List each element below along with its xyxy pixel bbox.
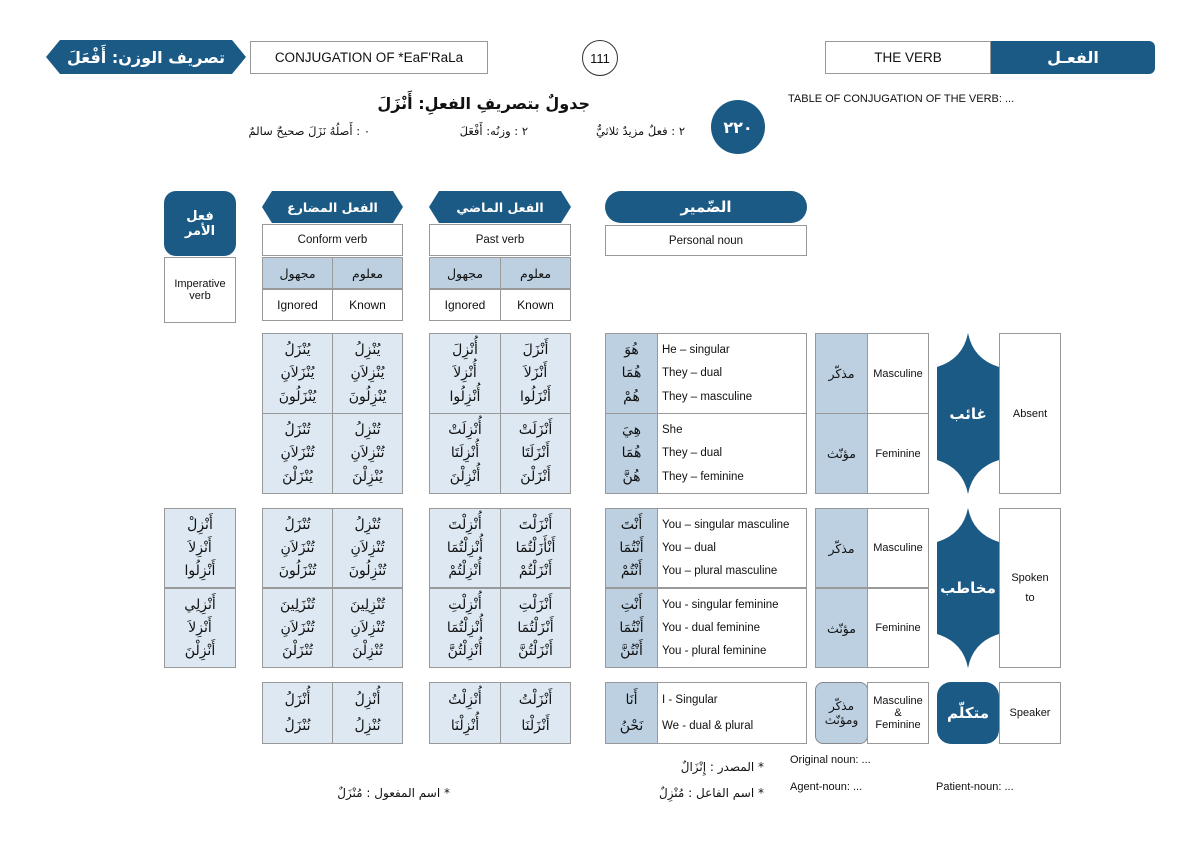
cell-line: You - plural feminine <box>662 645 767 658</box>
masc-en-absent: Masculine <box>867 333 929 414</box>
past-known-en: Known <box>500 289 571 321</box>
the-verb-label: THE VERB <box>825 41 991 74</box>
present-known-cell <box>332 588 403 668</box>
present-known-ar: معلوم <box>332 257 403 289</box>
present-known-cell <box>332 413 403 494</box>
speaker-label: Speaker <box>999 682 1061 744</box>
pronoun-header: الضّمير <box>605 191 807 223</box>
past-known-cell <box>500 588 571 668</box>
past-header <box>429 191 571 223</box>
cell-line: You – singular masculine <box>662 518 790 531</box>
cell-line: نَحْنُ <box>619 718 644 734</box>
imperative-header-line1: فعل <box>186 208 214 224</box>
present-ignored-cell <box>262 333 333 414</box>
cell-line: أُنْزِلُوا <box>449 389 481 406</box>
cell-line: تُنْزَلاَنِ <box>280 445 315 462</box>
cell-line: يُنْزَلُونَ <box>278 389 317 406</box>
cell-line: They – dual <box>662 447 723 460</box>
spoken-badge <box>937 508 999 668</box>
past-ignored-cell <box>429 588 501 668</box>
cell-line: أَنَا <box>625 692 638 708</box>
past-known-cell <box>500 508 571 588</box>
cell-line: تُنْزَلُ <box>284 421 311 438</box>
cell-line: أَنْتُمْ <box>620 563 643 580</box>
both-en-speaker <box>867 682 929 744</box>
present-ignored-cell <box>262 682 333 744</box>
pronoun-english-cell <box>657 333 807 414</box>
cell-line: أُنْزِلَ <box>452 341 478 358</box>
pronoun-cell <box>605 588 658 668</box>
present-header-text: الفعل المضارع <box>287 199 378 215</box>
cell-line: They – feminine <box>662 471 744 484</box>
past-ignored-en: Ignored <box>429 289 501 321</box>
pronoun-english-cell <box>657 413 807 494</box>
cell-line: تُنْزِلاَنِ <box>350 539 385 556</box>
cell-line: تُنْزِلِينَ <box>350 596 385 613</box>
past-ignored-cell <box>429 333 501 414</box>
spoken-label-line1: Spoken <box>1011 572 1049 584</box>
pronoun-english-cell <box>657 682 807 744</box>
past-known-ar: معلوم <box>500 257 571 289</box>
masdar-note: * المصدر : إِنْزَالٌ <box>680 760 764 774</box>
cell-line: تُنْزِلُ <box>354 421 381 438</box>
cell-line: أُنْزِلْتِ <box>448 596 482 613</box>
cell-line: أَنْزَلَتْ <box>518 421 553 438</box>
cell-line: أُنْزِلْتَ <box>448 516 482 533</box>
cell-line: We - dual & plural <box>662 720 754 732</box>
masc-en-spoken: Masculine <box>867 508 929 588</box>
present-ignored-cell <box>262 508 333 588</box>
cell-line: أَنْزَلْتُمْ <box>518 563 553 580</box>
note-3: ٠ : أَصلُهُ نَزَلَ صحيحٌ سالمٌ <box>248 124 370 138</box>
cell-line: أَنْزَلْتَ <box>518 516 553 533</box>
cell-line: They – dual <box>662 367 723 380</box>
pronoun-cell <box>605 413 658 494</box>
note-2: ٢ : وزنُه: أَفْعَلَ <box>459 124 528 138</box>
cell-line: تُنْزَلْنَ <box>282 643 313 660</box>
both-en-line3: Feminine <box>875 719 921 731</box>
patient-noun-label: Patient-noun: ... <box>936 781 1014 793</box>
cell-line: هُنَّ <box>622 469 641 486</box>
past-ignored-cell <box>429 508 501 588</box>
cell-line: أُنْزِلْتُنَّ <box>447 643 483 660</box>
note-1: ٢ : فعلٌ مزيدٌ ثلاثيٌّ <box>595 124 685 138</box>
patient-note: * اسم المفعول : مُنْزَلٌ <box>337 786 450 800</box>
cell-line: You - dual feminine <box>662 621 761 634</box>
cell-line: تُنْزِلاَنِ <box>350 619 385 636</box>
cell-line: أُنْزِلاَ <box>453 365 477 382</box>
present-known-cell <box>332 682 403 744</box>
cell-line: تُنْزِلاَنِ <box>350 445 385 462</box>
cell-line: أُنْزِلْتُمْ <box>448 563 482 580</box>
imperative-header-en: Imperative verb <box>164 257 236 323</box>
cell-line: هِيَ <box>621 421 642 438</box>
fem-ar-spoken: مؤنّث <box>815 588 868 668</box>
cell-line: أُنْزَلُ <box>284 692 311 708</box>
cell-line: يُنْزِلْنَ <box>352 469 383 486</box>
cell-line: يُنْزِلاَنِ <box>350 365 385 382</box>
cell-line: أَنْزَلْنَ <box>520 469 551 486</box>
cell-line: He – singular <box>662 343 730 356</box>
fem-en-absent: Feminine <box>867 413 929 494</box>
cell-line: أَنْزِلاَ <box>188 539 212 556</box>
cell-line: يُنْزَلْنَ <box>282 469 313 486</box>
both-ar-line1: مذكّر <box>828 699 855 713</box>
past-ignored-cell <box>429 413 501 494</box>
spoken-label-line2: to <box>1025 592 1035 604</box>
cell-line: هُمْ <box>623 389 640 406</box>
absent-label: Absent <box>999 333 1061 494</box>
cell-line: They – masculine <box>662 391 753 404</box>
cell-line: أُنْزِلْتُ <box>448 692 482 708</box>
past-ignored-ar: مجهول <box>429 257 501 289</box>
cell-line: You – plural masculine <box>662 565 778 578</box>
table-title-arabic: جدولٌ بتصريفِ الفعلِ: أَنْزَلَ <box>377 94 590 113</box>
cell-line: I - Singular <box>662 694 718 706</box>
present-ignored-cell <box>262 413 333 494</box>
cell-line: أُنْزِلَتَا <box>450 445 480 462</box>
cell-line: تُنْزَلِينَ <box>280 596 315 613</box>
masc-ar-spoken: مذكّر <box>815 508 868 588</box>
cell-line: أُنْزِلْنَا <box>450 718 480 734</box>
past-header-text: الفعل الماضي <box>456 199 544 215</box>
cell-line: أَنْزَلَتَا <box>521 445 550 462</box>
page-number: 111 <box>582 40 618 76</box>
pronoun-english-cell <box>657 588 807 668</box>
cell-line: أَنْزِلِي <box>184 596 216 613</box>
cell-line: يُنْزِلُونَ <box>348 389 387 406</box>
past-known-cell <box>500 682 571 744</box>
cell-line: نُنْزَلُ <box>284 718 311 734</box>
cell-line: أَنْتُنَّ <box>620 643 643 660</box>
both-ar-speaker <box>815 682 868 744</box>
cell-line: تُنْزَلاَنِ <box>280 539 315 556</box>
pronoun-header-en: Personal noun <box>605 225 807 256</box>
cell-line: هُوَ <box>624 341 639 358</box>
cell-line: أَنْتُمَا <box>619 619 644 636</box>
spoken-label <box>999 508 1061 668</box>
cell-line: أَنْتِ <box>620 596 643 613</box>
cell-line: أَنْزَلْتِ <box>518 596 553 613</box>
cell-line: أَنْزَلاَ <box>523 365 548 382</box>
table-title-english: TABLE OF CONJUGATION OF THE VERB: ... <box>788 93 1015 105</box>
speaker-badge: متكلّم <box>937 682 999 744</box>
imperative-header-line2: الأمر <box>184 223 216 239</box>
imperative-cell <box>164 588 236 668</box>
masc-ar-absent: مذكّر <box>815 333 868 414</box>
cell-line: تُنْزَلُونَ <box>278 563 317 580</box>
cell-line: أُنْزِلْتُمَا <box>446 619 484 636</box>
past-header-en: Past verb <box>429 224 571 256</box>
cell-line: أَنْأَزَلْتُمَا <box>515 539 556 556</box>
spoken-badge-text: مخاطب <box>940 579 996 597</box>
present-ignored-en: Ignored <box>262 289 333 321</box>
cell-line: يُنْزِلُ <box>354 341 381 358</box>
present-known-cell <box>332 508 403 588</box>
fem-ar-absent: مؤنّث <box>815 413 868 494</box>
cell-line: أُنْزِلَتْ <box>448 421 482 438</box>
pronoun-cell <box>605 508 658 588</box>
pronoun-cell <box>605 682 658 744</box>
cell-line: You - singular feminine <box>662 598 779 611</box>
pronoun-cell <box>605 333 658 414</box>
agent-note: * اسم الفاعل : مُنْزِلٌ <box>658 786 764 800</box>
cell-line: تُنْزَلُ <box>284 516 311 533</box>
cell-line: تُنْزِلُ <box>354 516 381 533</box>
table-number-badge: ٢٢٠ <box>711 100 765 154</box>
agent-noun-label: Agent-noun: ... <box>790 781 863 793</box>
cell-line: يُنْزَلاَنِ <box>280 365 315 382</box>
cell-line: أَنْتُمَا <box>619 539 644 556</box>
present-ignored-cell <box>262 588 333 668</box>
pronoun-english-cell <box>657 508 807 588</box>
cell-line: أَنْزَلْتُ <box>518 692 553 708</box>
present-ignored-ar: مجهول <box>262 257 333 289</box>
cell-line: أَنْزَلَ <box>522 341 549 358</box>
both-ar-line2: ومؤنّث <box>824 713 859 727</box>
right-banner: الفعـل <box>991 41 1155 74</box>
cell-line: أُنْزِلُ <box>354 692 381 708</box>
cell-line: أَنْزَلْنَا <box>521 718 550 734</box>
both-en-line1: Masculine <box>873 695 923 707</box>
cell-line: أَنْزَلْتُمَا <box>517 619 554 636</box>
present-known-en: Known <box>332 289 403 321</box>
cell-line: هُمَا <box>621 445 642 462</box>
cell-line: هُمَا <box>621 365 642 382</box>
left-banner-text: تصريف الوزن: أَفْعَلَ <box>67 47 225 67</box>
cell-line: يُنْزَلُ <box>284 341 311 358</box>
cell-line: You – dual <box>662 541 716 554</box>
cell-line: أُنْزِلْنَ <box>449 469 481 486</box>
absent-badge-text: غائب <box>949 404 987 423</box>
cell-line: تُنْزَلاَنِ <box>280 619 315 636</box>
present-header <box>262 191 403 223</box>
cell-line: نُنْزِلُ <box>354 718 381 734</box>
cell-line: أَنْزِلْنَ <box>184 643 216 660</box>
cell-line: أَنْزِلُوا <box>184 563 216 580</box>
left-banner <box>46 40 246 74</box>
past-ignored-cell <box>429 682 501 744</box>
cell-line: أَنْزَلُوا <box>520 389 551 406</box>
cell-line: أَنْزَلْتُنَّ <box>518 643 553 660</box>
original-noun-label: Original noun: ... <box>790 754 871 766</box>
past-known-cell <box>500 413 571 494</box>
present-header-en: Conform verb <box>262 224 403 256</box>
conjugation-of-label: CONJUGATION OF *EaF'RaLa <box>250 41 488 74</box>
cell-line: أَنْزِلاَ <box>188 619 212 636</box>
cell-line: She <box>662 423 683 436</box>
fem-en-spoken: Feminine <box>867 588 929 668</box>
past-known-cell <box>500 333 571 414</box>
cell-line: أَنْزِلْ <box>187 516 213 533</box>
imperative-header <box>164 191 236 256</box>
present-known-cell <box>332 333 403 414</box>
cell-line: أُنْزِلْتُمَا <box>446 539 484 556</box>
cell-line: أَنْتَ <box>620 516 643 533</box>
both-en-line2: & <box>894 707 902 719</box>
cell-line: تُنْزِلُونَ <box>348 563 387 580</box>
absent-badge <box>937 333 999 494</box>
cell-line: تُنْزِلْنَ <box>352 643 383 660</box>
imperative-cell <box>164 508 236 588</box>
